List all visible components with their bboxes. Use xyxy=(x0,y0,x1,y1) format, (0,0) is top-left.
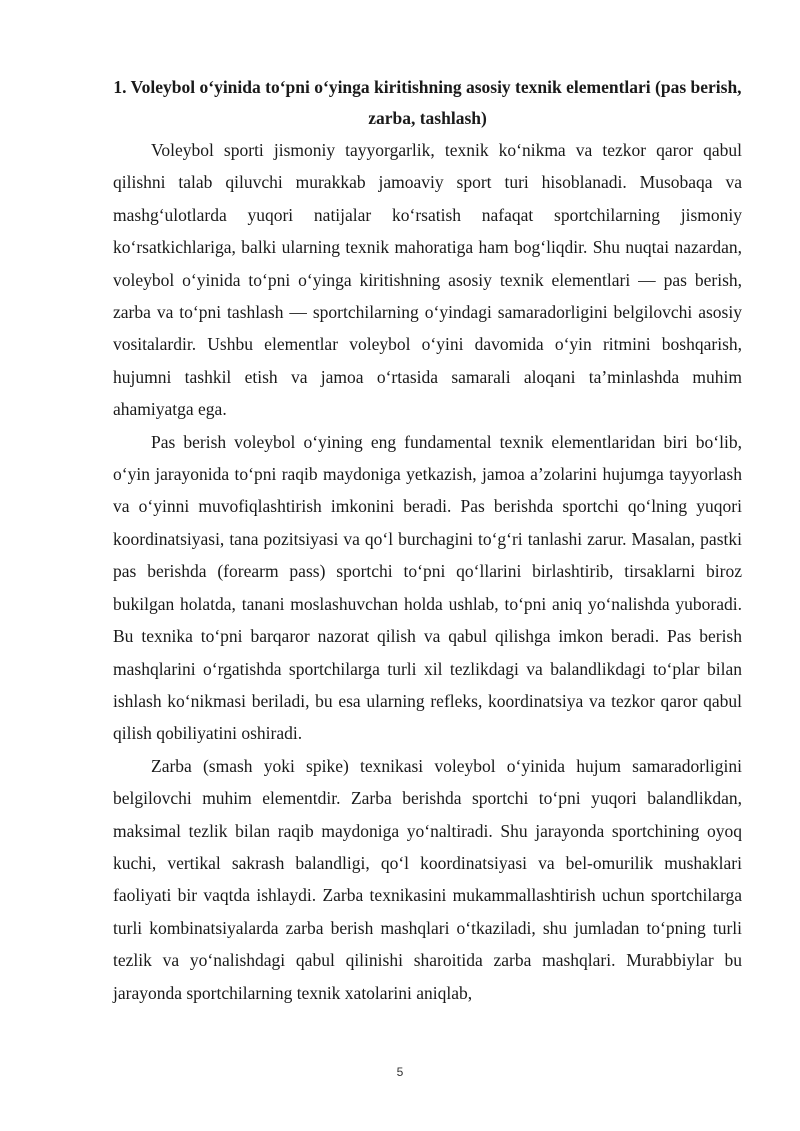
page-content xyxy=(113,72,742,1009)
section-heading: 1. Voleybol o‘yinida to‘pni o‘yinga kiritishning asosiy texnik elementlari (pas berish, zarba, tashlash) xyxy=(113,77,742,128)
paragraph-pass: Pas berish voleybol o‘yining eng fundamental texnik elementlaridan biri bo‘lib, o‘yin jarayonida to‘pni raqib maydoniga yetkazish, jamoa a’zolarini hujumga tayyorlash va o‘yinni muvofiqlashtirish imkonini beradi. Pas berishda sportchi qo‘lning yuqori koordinatsiyasi, tana pozitsiyasi va qo‘l burchagini to‘g‘ri tanlashi zarur. Masalan, pastki pas berishda (forearm pass) sportchi to‘pni qo‘llarini birlashtirib, tirsaklarni biroz bukilgan holatda, tanani moslashuvchan holda ushlab, to‘pni aniq yo‘nalishda yuboradi. Bu texnika to‘pni barqaror nazorat qilish va qabul qilishga imkon beradi. Pas berish mashqlarini o‘rgatishda sportchilarga turli xil tezlikdagi va balandlikdagi to‘plar bilan ishlash ko‘nikmasi beriladi, bu esa ularning refleks, koordinatsiya va tezkor qaror qabul qilish qobiliyatini oshiradi. xyxy=(113,431,742,744)
paragraph-spike: Zarba (smash yoki spike) texnikasi voleybol o‘yinida hujum samaradorligini belgilovchi muhim elementdir. Zarba berishda sportchi to‘pni yuqori balandlikdan, maksimal tezlik bilan raqib maydoniga yo‘naltiradi. Shu jarayonda sportchining oyoq kuchi, vertikal sakrash balandligi, qo‘l koordinatsiyasi va bel-omurilik mushaklari faoliyati bir vaqtda ishlaydi. Zarba texnikasini mukammallashtirish uchun sportchilarga turli kombinatsiyalarda zarba berish mashqlari o‘tkaziladi, shu jumladan to‘pning turli tezlik va yo‘nalishdagi qabul qilinishi sharoitida zarba mashqlari. Murabbiylar bu jarayonda sportchilarning texnik xatolarini aniqlab, xyxy=(113,755,742,1003)
paragraph-intro: Voleybol sporti jismoniy tayyorgarlik, texnik ko‘nikma va tezkor qaror qabul qilishni talab qiluvchi murakkab jamoaviy sport turi hisoblanadi. Musobaqa va mashg‘ulotlarda yuqori natijalar ko‘rsatish nafaqat sportchilarning jismoniy ko‘rsatkichlariga, balki ularning texnik mahoratiga ham bog‘liqdir. Shu nuqtai nazardan, voleybol o‘yinida to‘pni o‘yinga kiritishning asosiy texnik elementlari — pas berish, zarba va to‘pni tashlash — sportchilarning o‘yindagi samaradorligini belgilovchi asosiy vositalardir. Ushbu elementlar voleybol o‘yini davomida o‘yin ritmini boshqarish, hujumni tashkil etish va jamoa o‘rtasida samarali aloqani ta’minlashda muhim ahamiyatga ega. xyxy=(113,140,742,420)
page-number: 5 xyxy=(396,1065,404,1079)
